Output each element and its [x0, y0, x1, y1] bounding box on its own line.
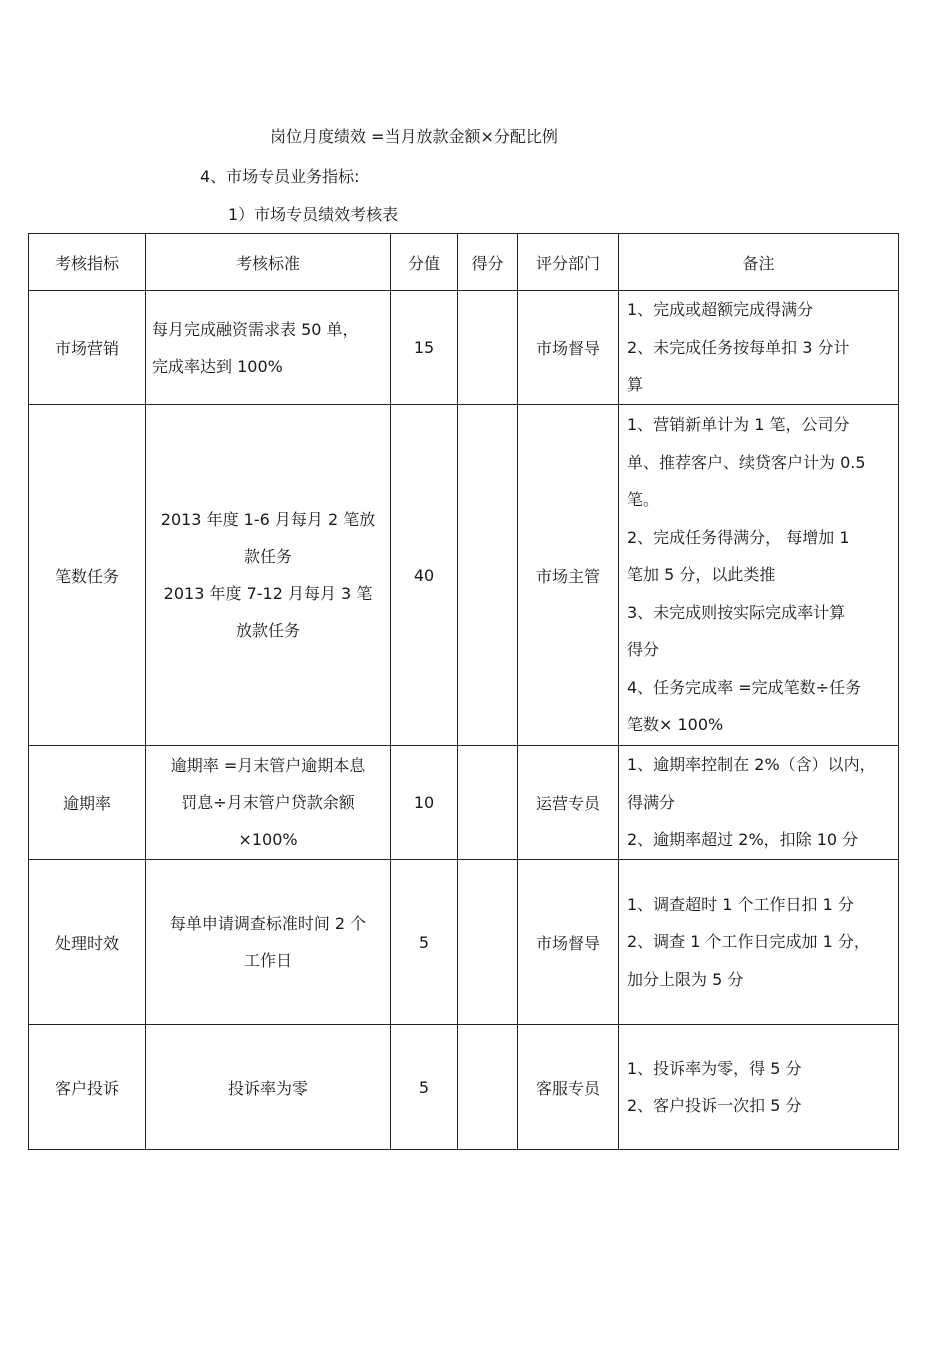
dept-cell: 客服专员: [518, 1025, 619, 1150]
standard-line: 投诉率为零: [227, 1078, 308, 1098]
note-line: 1、完成或超额完成得满分: [627, 300, 814, 320]
standard-cell: [146, 291, 391, 405]
table-row: [29, 1025, 899, 1150]
standard-cell: [146, 1025, 391, 1150]
notes-cell: [619, 405, 899, 746]
indicator-cell: 处理时效: [29, 860, 146, 1025]
standard-line: 款任务: [243, 547, 292, 566]
header-standard: 考核标准: [146, 234, 391, 291]
header-score: 分值: [391, 234, 458, 291]
earned-cell: [458, 1025, 518, 1150]
note-line: 1、营销新单计为 1 笔，公司分: [627, 415, 850, 435]
note-line: 笔数× 100%: [627, 715, 724, 735]
standard-cell: [146, 860, 391, 1025]
earned-cell: [458, 746, 518, 860]
table-row: [29, 746, 899, 860]
indicator-cell: 市场营销: [29, 291, 146, 405]
notes-cell: [619, 860, 899, 1025]
dept-cell: 市场督导: [518, 860, 619, 1025]
note-line: 2、完成任务得满分， 每增加 1: [627, 527, 850, 547]
score-cell: 15: [391, 291, 458, 405]
note-line: 2、客户投诉一次扣 5 分: [627, 1096, 802, 1115]
table-caption: 1）市场专员绩效考核表: [228, 205, 399, 224]
dept-cell: 市场督导: [518, 291, 619, 405]
standard-line: 逾期率 =月末管户逾期本息: [170, 756, 366, 775]
note-line: 得满分: [627, 792, 676, 812]
note-line: 算: [627, 375, 644, 395]
notes-cell: [619, 291, 899, 405]
standard-cell: [146, 746, 391, 860]
indicator-cell: 客户投诉: [29, 1025, 146, 1150]
performance-table: [28, 233, 899, 1150]
standard-line: 每单申请调查标准时间 2 个: [169, 914, 367, 933]
note-line: 2、调查 1 个工作日完成加 1 分，: [627, 932, 870, 952]
table-row: [29, 405, 899, 746]
note-line: 单、推荐客户、续贷客户计为 0.5: [627, 452, 866, 472]
score-cell: 40: [391, 405, 458, 746]
standard-line: 2013 年度 1-6 月每月 2 笔放: [160, 510, 376, 529]
notes-cell: [619, 746, 899, 860]
indicator-cell: 逾期率: [29, 746, 146, 860]
formula-line: 岗位月度绩效 =当月放款金额×分配比例: [270, 127, 558, 146]
standard-line: 放款任务: [235, 621, 300, 640]
score-cell: 5: [391, 1025, 458, 1150]
table-row: [29, 860, 899, 1025]
note-line: 加分上限为 5 分: [627, 969, 744, 989]
table-header-row: [29, 234, 899, 291]
standard-line: 完成率达到 100%: [152, 356, 283, 376]
score-cell: 10: [391, 746, 458, 860]
header-notes: 备注: [619, 234, 899, 291]
note-line: 笔加 5 分，以此类推: [627, 565, 776, 585]
section-heading: 4、市场专员业务指标:: [200, 167, 360, 186]
indicator-cell: 笔数任务: [29, 405, 146, 746]
standard-line: 每月完成融资需求表 50 单，: [152, 319, 359, 339]
standard-line: 罚息÷月末管户贷款余额: [181, 793, 355, 812]
score-cell: 5: [391, 860, 458, 1025]
note-line: 1、调查超时 1 个工作日扣 1 分: [627, 894, 854, 914]
header-earned: 得分: [458, 234, 518, 291]
note-line: 1、投诉率为零，得 5 分: [627, 1058, 802, 1078]
standard-cell: [146, 405, 391, 746]
earned-cell: [458, 291, 518, 405]
header-dept: 评分部门: [518, 234, 619, 291]
note-line: 2、未完成任务按每单扣 3 分计: [627, 337, 850, 357]
note-line: 4、任务完成率 =完成笔数÷任务: [627, 677, 862, 697]
notes-cell: [619, 1025, 899, 1150]
standard-line: 2013 年度 7-12 月每月 3 笔: [163, 584, 373, 603]
standard-line: ×100%: [238, 830, 298, 849]
standard-line: 工作日: [243, 951, 292, 970]
note-line: 1、逾期率控制在 2%（含）以内，: [627, 755, 876, 775]
dept-cell: 市场主管: [518, 405, 619, 746]
note-line: 得分: [627, 640, 660, 660]
earned-cell: [458, 860, 518, 1025]
header-indicator: 考核指标: [29, 234, 146, 291]
earned-cell: [458, 405, 518, 746]
dept-cell: 运营专员: [518, 746, 619, 860]
note-line: 2、逾期率超过 2%，扣除 10 分: [627, 830, 859, 850]
note-line: 3、未完成则按实际完成率计算: [627, 602, 846, 622]
note-line: 笔。: [627, 490, 660, 510]
table-row: [29, 291, 899, 405]
